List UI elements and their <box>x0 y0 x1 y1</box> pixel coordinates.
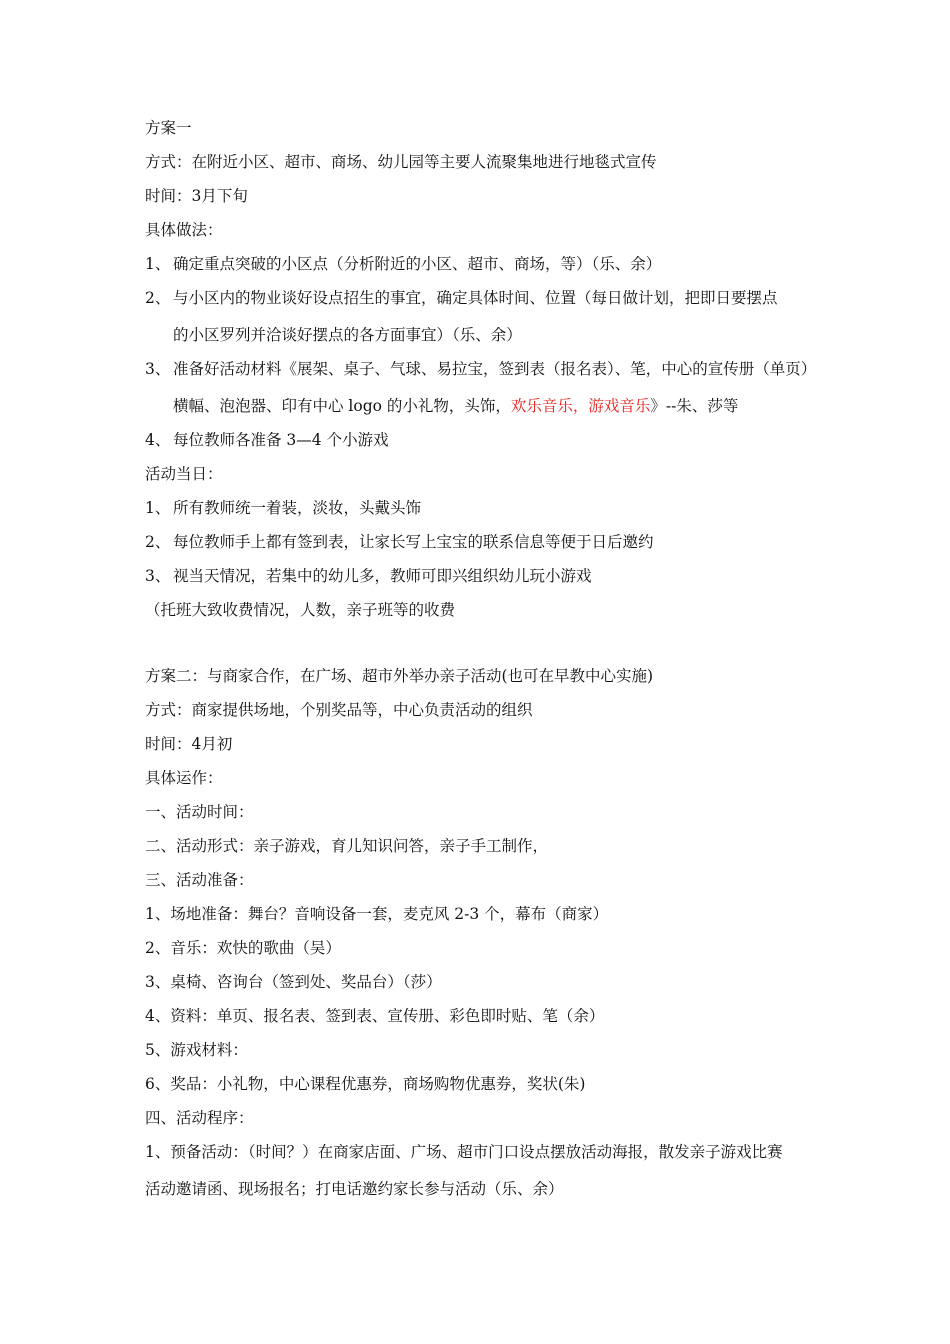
plan2-title: 方案二：与商家合作，在广场、超市外举办亲子活动(也可在早教中心实施) <box>145 667 654 685</box>
step-cont-suffix: 》--朱、莎等 <box>650 397 739 415</box>
plan1-step-4 <box>145 430 820 464</box>
plan2-prep-item: 5、游戏材料： <box>145 1041 248 1059</box>
step-number: 2、 <box>145 533 171 551</box>
section-gap <box>145 634 820 666</box>
plan1-step-1 <box>145 254 820 288</box>
step-text: 确定重点突破的小区点（分析附近的小区、超市、商场，等）（乐、余） <box>173 255 662 273</box>
step-number: 1、 <box>145 255 171 273</box>
plan1-day-step-3 <box>145 566 820 600</box>
step-number: 3、 <box>145 567 171 585</box>
plan2-prep-item: 6、奖品：小礼物，中心课程优惠券，商场购物优惠券，奖状(朱) <box>145 1075 586 1093</box>
plan2-section-time: 一、活动时间： <box>145 803 254 821</box>
plan1-step-2-continuation: 的小区罗列并洽谈好摆点的各方面事宜）（乐、余） <box>173 326 522 344</box>
step-number: 3、 <box>145 360 171 378</box>
plan2-program-line-1: 1、预备活动：（时间？）在商家店面、广场、超市门口设点摆放活动海报，散发亲子游戏比赛 <box>145 1143 783 1161</box>
plan1-time: 时间：3月下旬 <box>145 187 248 205</box>
plan1-day-step-1 <box>145 498 820 532</box>
plan2-prep-item: 3、桌椅、咨询台（签到处、奖品台）（莎） <box>145 973 442 991</box>
plan1-step-3-continuation <box>145 396 820 430</box>
step-cont-prefix: 横幅、泡泡器、印有中心 logo 的小礼物，头饰， <box>173 397 511 415</box>
plan1-note: （托班大致收费情况，人数，亲子班等的收费 <box>145 601 456 619</box>
plan2-prep-item: 2、音乐：欢快的歌曲（吴） <box>145 939 341 957</box>
step-number: 1、 <box>145 499 171 517</box>
plan1-title: 方案一 <box>145 119 192 137</box>
step-text: 与小区内的物业谈好设点招生的事宜，确定具体时间、位置（每日做计划，把即日要摆点 <box>173 289 778 307</box>
plan1-approach-header: 具体做法： <box>145 221 223 239</box>
plan2-time: 时间：4月初 <box>145 735 233 753</box>
plan2-section-prep: 三、活动准备： <box>145 871 254 889</box>
step-text: 每位教师手上都有签到表，让家长写上宝宝的联系信息等便于日后邀约 <box>173 533 654 551</box>
plan1-method: 方式：在附近小区、超市、商场、幼儿园等主要人流聚集地进行地毯式宣传 <box>145 153 657 171</box>
step-number: 4、 <box>145 431 171 449</box>
plan2-program-line-2: 活动邀请函、现场报名；打电话邀约家长参与活动（乐、余） <box>145 1180 564 1198</box>
plan1-day-header: 活动当日： <box>145 465 223 483</box>
plan2-prep-item: 1、场地准备：舞台？音响设备一套，麦克风 2-3 个，幕布（商家） <box>145 905 609 923</box>
plan2-method: 方式：商家提供场地，个别奖品等，中心负责活动的组织 <box>145 701 533 719</box>
step-text: 每位教师各准备 3—4 个小游戏 <box>173 431 389 449</box>
step-text: 准备好活动材料《展架、桌子、气球、易拉宝，签到表（报名表）、笔，中心的宣传册（单页） <box>173 360 817 378</box>
plan1-day-step-2 <box>145 532 820 566</box>
plan2-section-form: 二、活动形式：亲子游戏，育儿知识问答，亲子手工制作， <box>145 837 549 855</box>
music-highlight: 欢乐音乐，游戏音乐 <box>510 397 651 415</box>
plan2-prep-item: 4、资料：单页、报名表、签到表、宣传册、彩色即时贴、笔（余） <box>145 1007 605 1025</box>
step-number: 2、 <box>145 289 171 307</box>
plan2-ops-header: 具体运作： <box>145 769 223 787</box>
plan1-step-2 <box>145 288 820 325</box>
step-text: 所有教师统一着装，淡妆，头戴头饰 <box>173 499 422 517</box>
plan1-step-3 <box>145 359 820 396</box>
plan2-program-header: 四、活动程序： <box>145 1109 254 1127</box>
step-text: 视当天情况，若集中的幼儿多，教师可即兴组织幼儿玩小游戏 <box>173 567 592 585</box>
